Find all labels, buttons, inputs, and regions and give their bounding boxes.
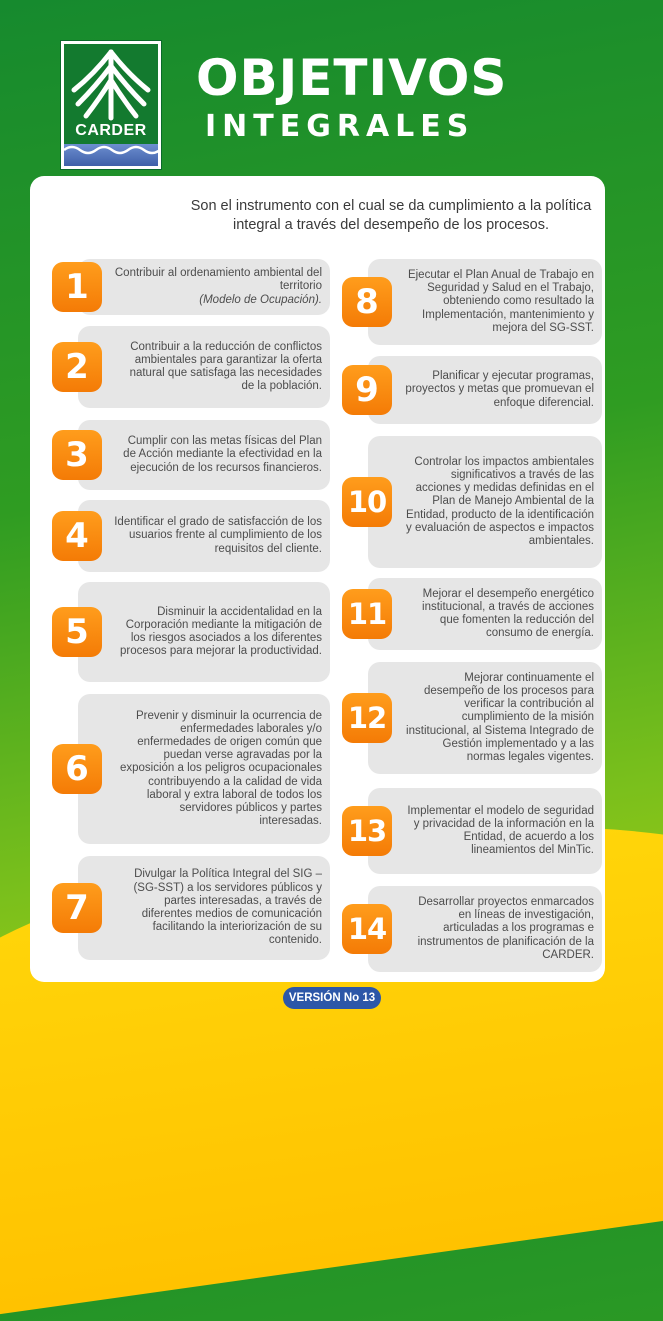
objective-number: 7 [52,883,102,933]
page-subtitle: INTEGRALES [205,109,475,144]
objective-text: Contribuir a la reducción de conflictos ambientales para garantizar la oferta natural que satisfaga las necesidades de la población. [129,340,322,393]
page-title: OBJETIVOS [196,49,508,107]
objective-item [342,436,620,568]
objective-number: 8 [342,277,392,327]
version-badge: VERSIÓN No 13 [283,987,381,1009]
objective-text: Planificar y ejecutar programas, proyectos y metas que promuevan el enfoque diferencial. [405,370,594,409]
objective-number: 4 [52,511,102,561]
carder-logo [60,40,162,170]
objective-text: Implementar el modelo de seguridad y privacidad de la información en la Entidad, de acuerdo a los lineamientos del MinTic. [407,804,594,857]
objective-item [52,420,330,490]
objective-item [52,500,330,572]
objective-item [342,356,620,424]
objective-item [342,788,620,874]
objective-text: Prevenir y disminuir la ocurrencia de enfermedades laborales y/o enfermedades de origen común que puedan verse agravadas por la exposición a los peligros ocupacionales contribuyendo a la calidad de vida laboral y extra laboral de todos los servidores públicos y partes interesadas. [119,709,322,828]
objective-text: Mejorar continuamente el desempeño de los procesos para verificar la contribución al cumplimiento de la misión institucional, al Sistema Integrado de Gestión implementado y a las normas legales vigentes. [406,671,594,763]
objective-number: 3 [52,430,102,480]
objective-item [52,259,330,315]
intro-text: Son el instrumento con el cual se da cumplimiento a la política integral a través del desempeño de los procesos. [190,198,592,233]
logo-brand-text: CARDER [75,122,147,139]
objective-text: Mejorar el desempeño energético institucional, a través de acciones que fomenten la reducción del consumo de energía. [422,587,594,640]
objective-text: Desarrollar proyectos enmarcados en líneas de investigación, articuladas a los programas e instrumentos de planificación de la CARDER. [417,895,594,961]
objective-item [342,259,620,345]
tree-icon [64,44,158,122]
objective-number: 13 [342,806,392,856]
objective-text: Ejecutar el Plan Anual de Trabajo en Seguridad y Salud en el Trabajo, obteniendo como resultado la Implementación, mantenimiento y mejora del SG-SST. [407,268,594,334]
objective-text: Identificar el grado de satisfacción de los usuarios frente al cumplimiento de los requisitos del cliente. [114,516,322,555]
objective-item [342,662,620,774]
objective-item [342,578,620,650]
objective-number: 9 [342,365,392,415]
objective-number: 11 [342,589,392,639]
objective-item [52,694,330,844]
objective-text: Controlar los impactos ambientales significativos a través de las acciones y medidas definidas en el Plan de Manejo Ambiental de la Entidad, producto de la identificación y evaluación de aspectos e impactos ambientales. [406,455,594,547]
objective-number: 6 [52,744,102,794]
objective-number: 14 [342,904,392,954]
objective-number: 10 [342,477,392,527]
objective-text-italic: (Modelo de Ocupación). [199,293,322,306]
objective-text: Disminuir la accidentalidad en la Corporación mediante la mitigación de los riesgos asociados a los diferentes procesos para mejorar la productividad. [120,605,322,658]
objective-item [52,856,330,960]
objective-text: Divulgar la Política Integral del SIG – (SG-SST) a los servidores públicos y partes interesadas, a través de diferentes medios de comunicación facilitando la interiorización de su contenido. [133,868,322,947]
objective-number: 1 [52,262,102,312]
objective-text: Cumplir con las metas físicas del Plan de Acción mediante la efectividad en la ejecución de los recursos financieros. [123,435,322,474]
objective-item [52,326,330,408]
objective-number: 5 [52,607,102,657]
objective-text: Contribuir al ordenamiento ambiental del territorio [114,267,322,293]
objective-item [342,886,620,972]
logo-water-band [64,144,158,166]
objective-item [52,582,330,682]
objective-number: 2 [52,342,102,392]
objective-number: 12 [342,693,392,743]
